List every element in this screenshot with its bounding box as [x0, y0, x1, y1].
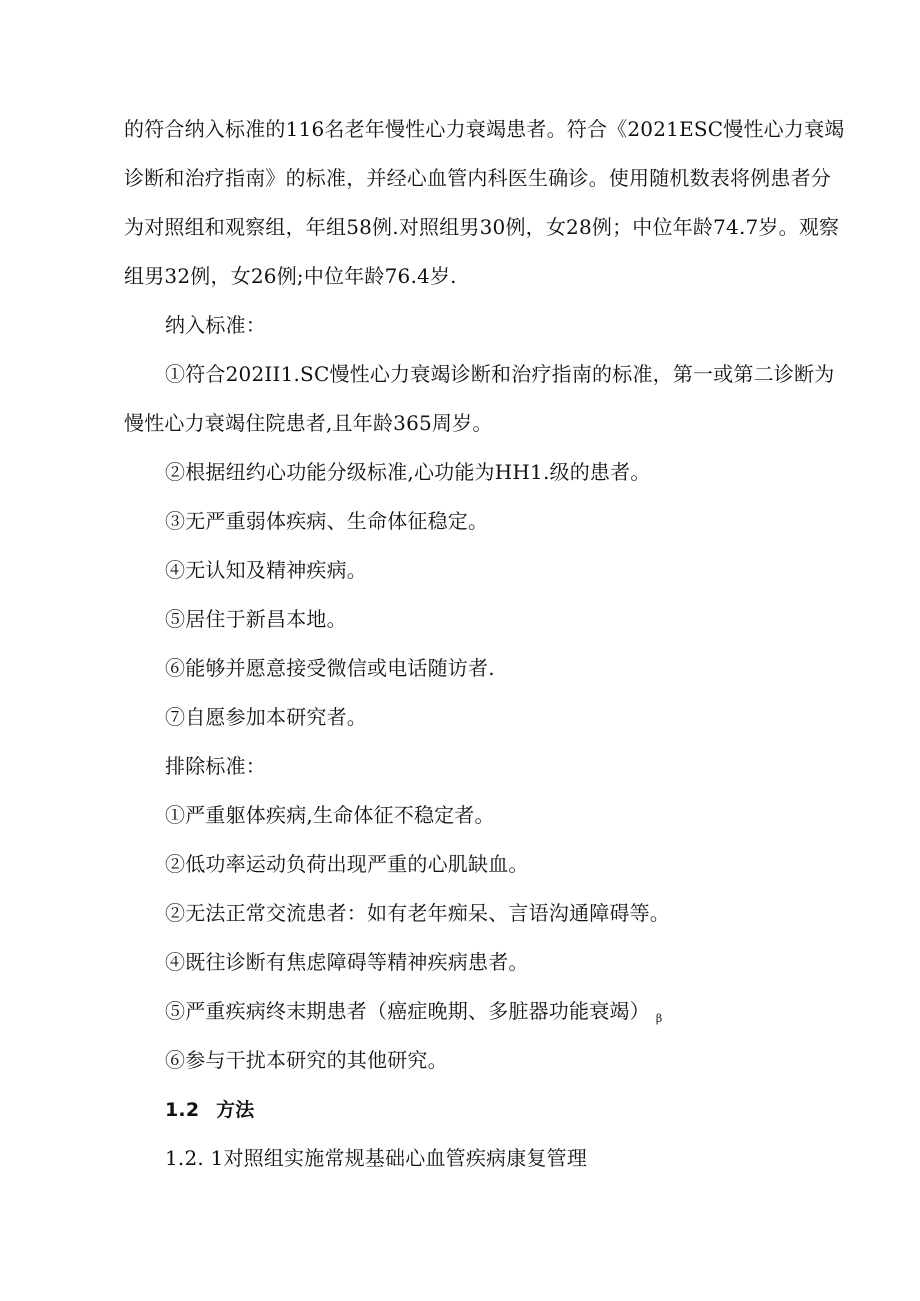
- inclusion-item-6: ⑥能够并愿意接受微信或电话随访者.: [165, 656, 495, 680]
- inclusion-title: 纳入标准：: [165, 313, 266, 337]
- exclusion-item-5-text: ⑤严重疾病终末期患者（癌症晚期、多脏器功能衰竭）: [165, 999, 650, 1023]
- exclusion-item-1: ①严重躯体疾病,生命体征不稳定者。: [165, 803, 495, 827]
- exclusion-item-2: ②低功率运动负荷出现严重的心肌缺血。: [165, 852, 529, 876]
- exclusion-title: 排除标准：: [165, 754, 266, 778]
- inclusion-item-2: ②根据纽约心功能分级标准,心功能为HH1.级的患者。: [165, 460, 651, 484]
- intro-line-4: 组男32例，女26例;中位年龄76.4岁.: [124, 264, 457, 288]
- section-heading-number: 1.2: [165, 1099, 200, 1121]
- exclusion-item-6: ⑥参与干扰本研究的其他研究。: [165, 1048, 448, 1072]
- inclusion-item-1-line-2: 慢性心力衰竭住院患者,且年龄365周岁。: [124, 411, 493, 435]
- inclusion-item-3: ③无严重弱体疾病、生命体征稳定。: [165, 509, 489, 533]
- section-heading-title: 方法: [216, 1099, 255, 1121]
- inclusion-item-4: ④无认知及精神疾病。: [165, 558, 367, 582]
- inclusion-item-5: ⑤居住于新昌本地。: [165, 607, 347, 631]
- exclusion-item-3: ②无法正常交流患者：如有老年痴呆、言语沟通障碍等。: [165, 901, 670, 925]
- intro-line-3: 为对照组和观察组，年组58例.对照组男30例，女28例；中位年龄74.7岁。观察: [124, 215, 840, 239]
- subsection-heading: 1.2. 1对照组实施常规基础心血管疾病康复管理: [165, 1146, 588, 1170]
- intro-line-2: 诊断和治疗指南》的标准，并经心血管内科医生确诊。使用随机数表将例患者分: [124, 166, 831, 190]
- inclusion-item-1-line-1: ①符合202II1.SC慢性心力衰竭诊断和治疗指南的标准，第一或第二诊断为: [165, 362, 835, 386]
- intro-line-1: 的符合纳入标准的116名老年慢性心力衰竭患者。符合《2021ESC慢性心力衰竭: [124, 117, 845, 141]
- exclusion-item-5: [165, 999, 662, 1031]
- section-heading: [165, 1098, 255, 1122]
- inclusion-item-7: ⑦自愿参加本研究者。: [165, 705, 367, 729]
- exclusion-item-4: ④既往诊断有焦虑障碍等精神疾病患者。: [165, 950, 529, 974]
- exclusion-item-5-mark: β: [655, 1012, 663, 1025]
